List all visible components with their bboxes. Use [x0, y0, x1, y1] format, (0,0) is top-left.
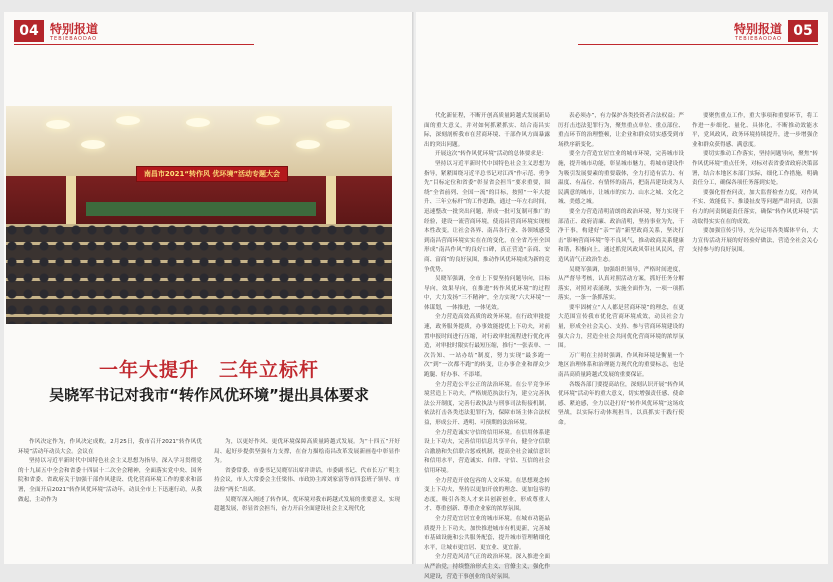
paragraph: 作风决定作为，作风决定成败。2月25日，我市召开2021“转作风优环境”活动年动员大会。会议在 — [18, 439, 202, 455]
section-pinyin: TEBIEBAODAO — [50, 36, 98, 42]
paragraph: 全力营造公平公正的法治环境。在公平竞争环境营造上下功夫，严格规范执法行为，建立完善执法公开制度，完善行政执法与刑事司法衔接机制，依法打击各类违法犯罪行为，保障市场主体合法权益，形成公开、透明、可预期的法治环境。 — [424, 381, 550, 426]
paragraph: 万广明在主持时强调，作风和环境是衡量一个地区治理体系和治理能力现代化的重要标志，也是南昌高质量跨越式发展的重要保证。 — [558, 352, 684, 379]
paragraph: 全力营造风清气正的政治环境。深入推进全面从严治党，持续整治形式主义、官僚主义，强化作风建设，营造干事创业的良好氛围。 — [424, 554, 550, 580]
headline: 一年大提升 三年立标杆 — [98, 359, 319, 381]
subheadline: 吴晓军书记对我市“转作风优环境”提出具体要求 — [49, 386, 369, 404]
paragraph: 吴晓军强调，全市上下要坚持问题导向，目标导向，效果导向，在推进“转作风优环境”的过程中，大力发扬“三不精神”，全力实现“六大环境”一体谋划，一体推进，一体见效。 — [424, 276, 550, 311]
audience — [6, 224, 392, 324]
page-number: 05 — [788, 20, 818, 42]
right-page — [416, 12, 828, 580]
page-number: 04 — [14, 20, 44, 42]
ceiling-light — [256, 116, 280, 125]
ceiling-light — [46, 120, 70, 129]
paragraph: 要聚焦重点工作，重大事项和重要环节，将工作进一步细化、量化、具体化，不断推动效能水平，党风政风，政务环境持续提升，进一步增强企业和群众获得感、满意度。 — [692, 113, 818, 148]
paragraph: 要全力营造清明清朗的政治环境，努力实现干部清正、政府清廉、政治清明，坚持事业为先，干净干事，构建好“亲”“清”新型政商关系，坚决打击“影响营商环境”等不良风气，推动政商关系健康和谐，积极向上，通过抓党风政风带社风民风，营造风清气正政治生态。 — [558, 208, 684, 263]
article-column-2 — [214, 438, 400, 558]
ceiling-light — [81, 140, 105, 149]
section-title: 特别报道 — [733, 22, 782, 36]
section-pinyin: TEBIEBAODAO — [734, 36, 782, 42]
paragraph: 全力营造开放包容的人文环境。在思想观念转变上下功夫，坚持以更加开放的理念、更加包容的态度，吸引各类人才来昌创新创业，形成尊重人才、尊重创新、尊重企业家的浓厚氛围。 — [424, 477, 550, 513]
paragraph: 吴晓军强调，加强组织领导，严格时间进度，从严督导考核，认真对照活动方案，抓好任务分解落实，对照对表涌现，实施全面作为，一项一项抓落实，一条一条抓落实。 — [558, 266, 684, 302]
ceiling-light — [186, 118, 210, 127]
left-page — [4, 12, 414, 564]
header-rule — [578, 44, 818, 45]
header-rule — [14, 44, 254, 45]
paragraph: 开展这次“转作风优环境”活动的总体要求是： — [435, 151, 548, 158]
paragraph: 要切实推动工作落实，坚持问题导向，聚焦“转作风优环境”重点任务，对标对表省委省政府决策部署，结合本地区本部门实际，细化工作措施，明确责任分工，确保各项任务落到实处。 — [692, 151, 818, 187]
podium — [86, 202, 316, 216]
section-title: 特别报道 — [50, 22, 99, 36]
paragraph: 坚持以习近平新时代中国特色社会主义思想为指导，深入学习贯彻党的十九届五中全会和省委十四届十二次全会精神，全面落实党中央、国务院和省委、省政府关于加强干部作风建设、优化营商环境工作的要求和部署，全面开启2021“转作风优环境”活动年。动员全市上下迅速行动，从我做起，主动作为 — [18, 458, 202, 503]
paragraph: 全力营造高效高质的政务环境。在行政审批提速，政务服务提质，办事效能提优上下功夫，对前置申报时间进行压缩，对行政审批流程进行优化再造，对审批时限实行最短压缩，推行“一张表单、一次告知、一站办结”制度，努力实现“最多跑一次”到“一次都不跑”的转变，让办事企业和群众少跑腿、好办事、不添堵。 — [424, 314, 550, 379]
paragraph: 坚持以习近平新时代中国特色社会主义思想为指导，紧紧围绕习近平总书记对江西“作示范、勇争先”目标定位和省委“彰显省会担当”要求重要，围绕“全省前列、全国一流”的目标，按照“一年大提升、三年立标杆”的工作思路，通过一年左右时间，迅速整改一批突出问题，形成一批可复制可推广的经验，建设一流营商环境，使南昌营商环境实现根本性改变。让社会各界、南昌各行业、各领域感受到南昌营商环境实实在在的变化，在全省乃至全国形成“南昌作风”的良好口碑，真正营造“亲商、安商、富商”的良好氛围，推动作风优环境成为新的竞争优势。 — [424, 160, 550, 273]
ceiling-light — [326, 120, 350, 129]
paragraph: 各级各部门要提高站位，深刻认识开展“转作风优环境”活动年的重大意义，切实增强责任感、使命感、紧迫感，全力以赴打好“转作风优环境”这场攻坚战，以实际行动体现担当，以真抓实干践行使命。 — [558, 381, 684, 426]
paragraph: 要牢固树立“人人都是营商环境”的理念，在更大范围宣传我市优化营商环境成效，动员社会力量，形成全社会关心、支持、参与营商环境建设的强大合力，营造全社会共同优化营商环境的浓厚氛围。 — [558, 304, 684, 350]
paragraph: 代化新征程，不断开创高质量跨越式发展新局面的重大意义，并对如何抓紧抓实、结合南昌实际，深刻剖析我市在营商环境、干部作风方面暴露出的突出问题。 — [424, 113, 550, 148]
paragraph: 全力营造宜居宜业的城市环境。在城市功能品质提升上下功夫，加快推进城市有机更新，完善城市基础设施和公共服务配套，提升城市管理精细化水平，让城市更宜居、更宜业、更宜游。 — [424, 515, 550, 551]
stage-banner: 南昌市2021“转作风 优环境”活动专题大会 — [136, 166, 288, 182]
ceiling-light — [116, 116, 140, 125]
paragraph: 为，以更好作风、更优环境保障高质量跨越式发展。为“十四五”开好局、起好步提供坚强有力支撑，在奋力描绘南昌改革发展新画卷中彰显作为。 — [214, 439, 400, 465]
paragraph: 吴晓军深入阐述了转作风、优环境对我市跨越式发展的重要意义，实现超越发展，彰显省会担当，奋力开启全面建设社会主义现代化 — [214, 496, 400, 513]
paragraph: 要加强宣传引导，充分运用各类媒体平台，大力宣传活动开展的好经验好做法，营造全社会关心支持参与的良好氛围。 — [692, 228, 818, 254]
article-column-3 — [424, 112, 550, 580]
conference-photo — [6, 106, 392, 324]
paragraph: 要全力营造宜居宜业的城市环境，完善城市设施，提升城市功能，彰显城市魅力，将城市建设作为吸引发展要素的重要载体，全力打造有活力、有温度、有品位、有情怀的南昌，把南昌建设成为人民满意的城市，让城市的实力、山水之城、文化之城、美德之城。 — [558, 151, 684, 206]
article-column-5 — [692, 112, 818, 558]
paragraph: 全力营造诚实守信的信用环境。在信用体系建设上下功夫，完善信用信息共享平台，健全守信联合激励和失信联合惩戒机制，提高全社会诚信意识和信用水平，营造诚实、自律、守信、互信的社会信用环境。 — [424, 429, 550, 474]
paragraph: 表必须办”，有力保护各类投资者合法权益；严厉打击违法犯罪行为，聚焦重点单位、重点部位、重点环节的治理整顿，让企业和群众切实感受到市场秩序新变化。 — [558, 113, 684, 148]
ceiling-light — [296, 140, 320, 149]
paragraph: 要强化督查问责，加大监督检查力度，对作风不实、效能低下、推诿扯皮等问题严肃问责，以强有力的问责倒逼责任落实，确保“转作风优环境”活动取得实实在在的成效。 — [692, 189, 818, 225]
article-column-4 — [558, 112, 684, 558]
paragraph: 省委常委、市委书记吴晓军出席并讲话，市委副书记、代市长万广明主持会议，市人大常委会主任梁伟、市政协主席刘家富等市四套班子领导、市法检“两长”出席。 — [214, 467, 400, 493]
article-column-1 — [18, 438, 202, 558]
